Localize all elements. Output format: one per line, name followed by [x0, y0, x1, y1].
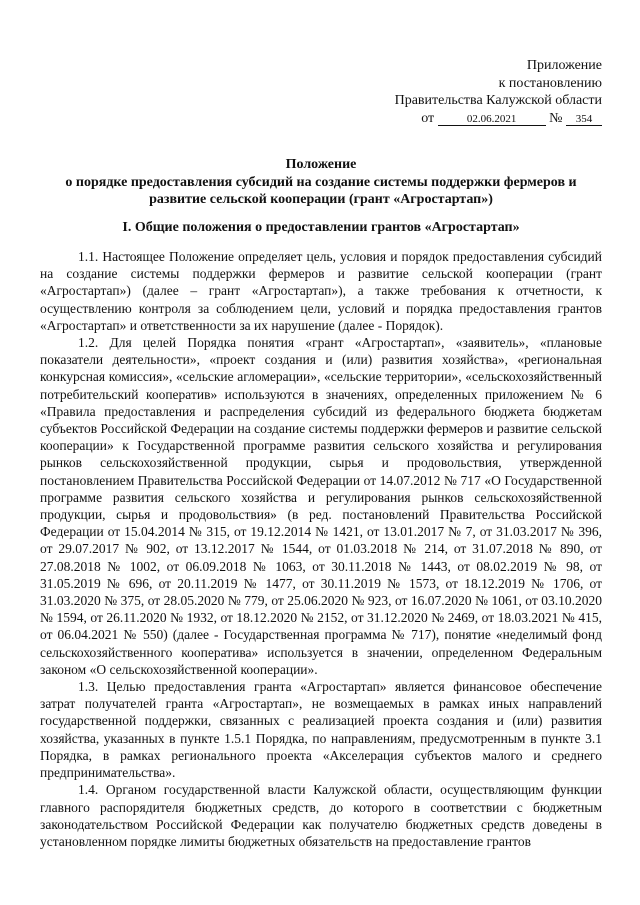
appendix-header — [395, 57, 602, 127]
appendix-label: Приложение — [526, 58, 602, 73]
date-number-line — [395, 110, 602, 128]
section-heading: I. Общие положения о предоставлении грантов «Агростартап» — [122, 220, 520, 235]
title-line-1: Положение — [285, 157, 357, 172]
paragraph-1-3: 1.3. Целью предоставления гранта «Агростартап» является финансовое обеспечение затрат получателей гранта «Агростартап», не возмещаемых в рамках иных направлений государственной поддержки, связанных с реализацией проекта создания и (или) развития хозяйства, указанных в пункте 1.5.1 Порядка, по направлениям, предусмотренным в пункте 3.1 Порядка, в рамках регионального проекта «Акселерация субъектов малого и среднего предпринимательства». — [40, 679, 602, 781]
title-line-2: о порядке предоставления субсидий на создание системы поддержки фермеров и — [65, 174, 577, 190]
document-title — [40, 156, 602, 209]
number-label: № — [549, 110, 563, 126]
body-text — [40, 248, 602, 850]
paragraph-1-4: 1.4. Органом государственной власти Калужской области, осуществляющим функции главного распорядителя бюджетных средств, до которого в соответствии с бюджетным законодательством Российской Федерации как получателю бюджетных средств доведены в установленном порядке лимиты бюджетных обязательств на предоставление грантов — [40, 782, 602, 849]
resolution-date: 02.06.2021 — [438, 114, 546, 126]
paragraph-1-2: 1.2. Для целей Порядка понятия «грант «Агростартап», «заявитель», «плановые показатели деятельности», «проект создания и (или) развития хозяйства», «региональная конкурсная комиссия», «сельские агломерации», «сельские территории», «сельскохозяйственный потребительский кооператив» используются в значениях, определенных приложением № 6 «Правила предоставления и распределения субсидий из федерального бюджета бюджетам субъектов Российской Федерации на создание системы поддержки фермеров и развитие сельской кооперации» к Государственной программе развития сельского хозяйства и регулирования рынков сельскохозяйственной продукции, сырья и продовольствия, утвержденной постановлением Правительства Российской Федерации от 14.07.2012 № 717 «О Государственной программе развития сельского хозяйства и регулирования рынков сельскохозяйственной продукции, сырья и продовольствия» (в ред. постановлений Правительства Российской Федерации от 15.04.2014 № 315, от 19.12.2014 № 1421, от 13.01.2017 № 7, от 31.03.2017 № 396, от 29.07.2017 № 902, от 13.12.2017 № 1544, от 01.03.2018 № 214, от 31.07.2018 № 890, от 27.08.2018 № 1002, от 06.09.2018 № 1063, от 30.11.2018 № 1443, от 08.02.2019 № 98, от 31.05.2019 № 696, от 20.11.2019 № 1477, от 30.11.2019 № 1573, от 18.12.2019 № 1706, от 31.03.2020 № 375, от 28.05.2020 № 779, от 25.06.2020 № 923, от 16.07.2020 № 1061, от 03.10.2020 № 1594, от 26.11.2020 № 1932, от 18.12.2020 № 2152, от 31.12.2020 № 2469, от 18.03.2021 № 415, от 06.04.2021 № 550) (далее - Государственная программа № 717), понятие «неделимый фонд сельскохозяйственного кооператива» используется в значении, определенном Федеральным законом «О сельскохозяйственной кооперации». — [40, 335, 602, 677]
paragraph-1-1: 1.1. Настоящее Положение определяет цель, условия и порядок предоставления субсидий на создание системы поддержки фермеров и развитие сельской кооперации (грант «Агростартап») (далее – грант «Агростартап»), а также требования к отчетности, к осуществлению контроля за соблюдением цели, условий и порядка предоставления грантов «Агростартап» и ответственности за их нарушение (далее - Порядок). — [40, 249, 602, 333]
resolution-number: 354 — [566, 114, 602, 126]
government-label: Правительства Калужской области — [394, 93, 602, 108]
from-label: от — [421, 110, 435, 126]
title-line-3: развитие сельской кооперации (грант «Агростартап») — [149, 192, 493, 207]
resolution-label: к постановлению — [498, 75, 602, 91]
